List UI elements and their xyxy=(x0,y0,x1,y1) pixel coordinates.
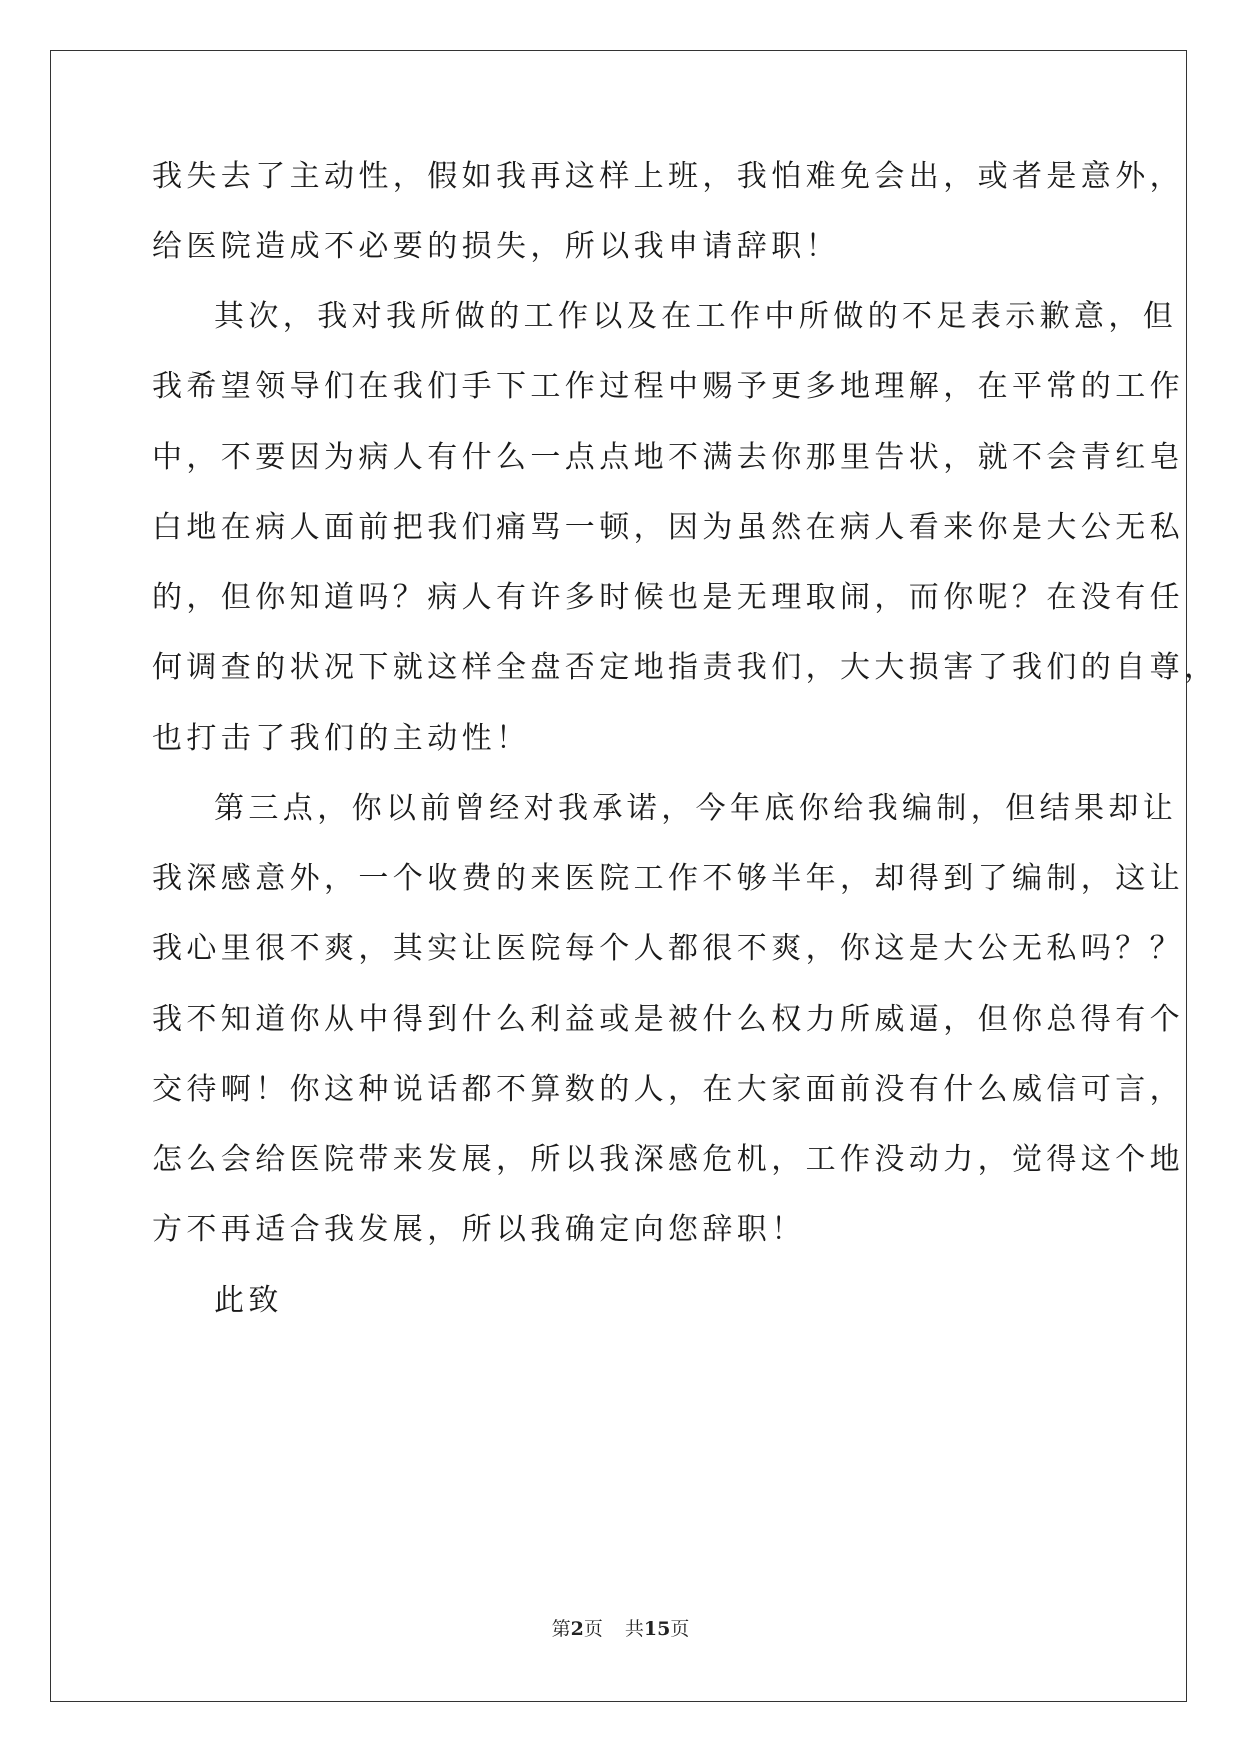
page-suffix: 页 xyxy=(583,1618,603,1640)
page-prefix: 第 xyxy=(551,1618,571,1640)
text-line: 我深感意外，一个收费的来医院工作不够半年，却得到了编制，这让 xyxy=(152,861,1184,896)
total-pages: 15 xyxy=(643,1618,671,1640)
text-line: 我心里很不爽，其实让医院每个人都很不爽，你这是大公无私吗？？ xyxy=(152,931,1184,966)
text-line: 方不再适合我发展，所以我确定向您辞职！ xyxy=(152,1212,806,1247)
text-line: 何调查的状况下就这样全盘否定地指责我们，大大损害了我们的自尊， xyxy=(152,650,1219,685)
closing-salutation: 此致 xyxy=(214,1283,283,1318)
text-line: 给医院造成不必要的损失，所以我申请辞职！ xyxy=(152,229,840,264)
total-suffix: 页 xyxy=(670,1618,690,1640)
text-line: 也打击了我们的主动性！ xyxy=(152,721,531,756)
paragraph-start-line: 其次，我对我所做的工作以及在工作中所做的不足表示歉意，但 xyxy=(214,299,1178,334)
page-footer xyxy=(0,1617,1241,1641)
paragraph-start-line: 第三点，你以前曾经对我承诺，今年底你给我编制，但结果却让 xyxy=(214,791,1178,826)
text-line: 我希望领导们在我们手下工作过程中赐予更多地理解，在平常的工作 xyxy=(152,369,1184,404)
text-line: 交待啊！你这种说话都不算数的人，在大家面前没有什么威信可言， xyxy=(152,1072,1184,1107)
text-line: 白地在病人面前把我们痛骂一顿，因为虽然在病人看来你是大公无私 xyxy=(152,510,1184,545)
text-line: 怎么会给医院带来发展，所以我深感危机，工作没动力，觉得这个地 xyxy=(152,1142,1184,1177)
text-line: 中，不要因为病人有什么一点点地不满去你那里告状，就不会青红皂 xyxy=(152,440,1184,475)
page-number: 2 xyxy=(570,1618,584,1640)
total-prefix: 共 xyxy=(624,1618,644,1640)
text-line: 我失去了主动性，假如我再这样上班，我怕难免会出，或者是意外， xyxy=(152,159,1184,194)
text-line: 我不知道你从中得到什么利益或是被什么权力所威逼，但你总得有个 xyxy=(152,1002,1184,1037)
text-line: 的，但你知道吗？病人有许多时候也是无理取闹，而你呢？在没有任 xyxy=(152,580,1184,615)
